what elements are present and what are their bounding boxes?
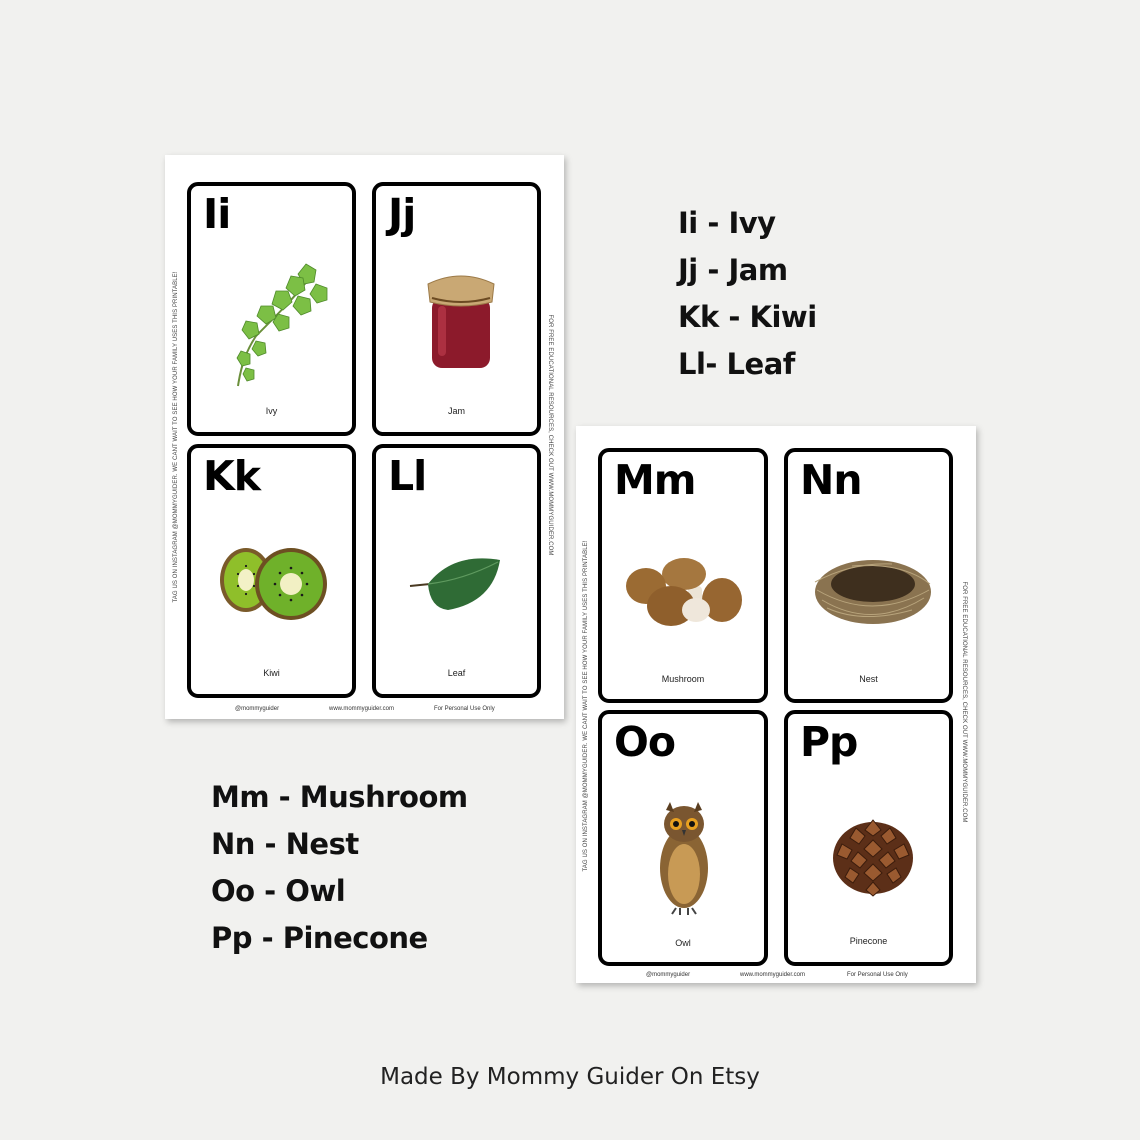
sheet-side-note-left: TAG US ON INSTAGRAM @MOMMYGUIDER. WE CANT WAIT TO SEE HOW YOUR FAMILY USES THIS PRINTABLE! — [173, 271, 179, 603]
flashcard-nest — [784, 448, 953, 703]
card-word: Leaf — [447, 668, 466, 678]
card-letter: Kk — [203, 452, 261, 500]
list-item: Oo - Owl — [211, 874, 346, 908]
list-item: Ii - Ivy — [678, 206, 776, 240]
creator-credit: Made By Mommy Guider On Etsy — [380, 1064, 760, 1090]
card-word: Pinecone — [849, 936, 888, 946]
list-item: Pp - Pinecone — [211, 921, 428, 955]
card-letter: Pp — [800, 718, 858, 766]
nest-image — [812, 552, 934, 632]
sheet-footer-license: For Personal Use Only — [847, 972, 908, 978]
sheet-footer-website: www.mommyguider.com — [740, 972, 806, 978]
card-word: Mushroom — [661, 674, 705, 684]
flashcard-jam — [372, 182, 541, 436]
flashcard-pinecone — [784, 710, 953, 966]
letter-word-list-top — [678, 200, 817, 388]
card-word: Ivy — [265, 406, 278, 416]
list-item: Nn - Nest — [211, 827, 359, 861]
ivy-image — [216, 256, 331, 396]
list-item: Jj - Jam — [678, 253, 788, 287]
card-word: Owl — [675, 938, 691, 948]
letter-word-list-bottom — [211, 774, 468, 962]
card-letter: Mm — [614, 456, 696, 504]
flashcard-ivy — [187, 182, 356, 436]
kiwi-image — [216, 544, 331, 624]
list-item: Ll- Leaf — [678, 347, 795, 381]
card-letter: Ii — [203, 190, 231, 238]
jam-jar-image — [426, 268, 496, 373]
flashcard-sheet-2 — [576, 426, 976, 983]
sheet-side-note-right: FOR FREE EDUCATIONAL RESOURCES, CHECK OUT WWW.MOMMYGUIDER.COM — [547, 314, 553, 556]
pinecone-image — [828, 810, 918, 900]
list-item: Kk - Kiwi — [678, 300, 817, 334]
flashcard-mushroom — [598, 448, 768, 703]
card-word: Jam — [447, 406, 465, 416]
owl-image — [654, 802, 714, 917]
sheet-side-note-right: FOR FREE EDUCATIONAL RESOURCES, CHECK OUT WWW.MOMMYGUIDER.COM — [961, 581, 967, 823]
sheet-footer-license: For Personal Use Only — [434, 706, 495, 712]
card-letter: Oo — [614, 718, 676, 766]
card-letter: Ll — [388, 452, 427, 500]
card-word: Nest — [859, 674, 878, 684]
sheet-footer-website: www.mommyguider.com — [329, 706, 395, 712]
card-word: Kiwi — [263, 668, 280, 678]
leaf-image — [408, 552, 508, 617]
card-letter: Nn — [800, 456, 862, 504]
flashcard-sheet-1 — [165, 155, 564, 719]
flashcard-leaf — [372, 444, 541, 698]
sheet-footer-instagram: @mommyguider — [235, 706, 280, 712]
sheet-side-note-left: TAG US ON INSTAGRAM @MOMMYGUIDER. WE CANT WAIT TO SEE HOW YOUR FAMILY USES THIS PRINTABLE! — [583, 540, 589, 872]
list-item: Mm - Mushroom — [211, 780, 468, 814]
flashcard-owl — [598, 710, 768, 966]
mushroom-image — [626, 550, 746, 630]
card-letter: Jj — [388, 190, 416, 238]
flashcard-kiwi — [187, 444, 356, 698]
sheet-footer-instagram: @mommyguider — [646, 972, 691, 978]
